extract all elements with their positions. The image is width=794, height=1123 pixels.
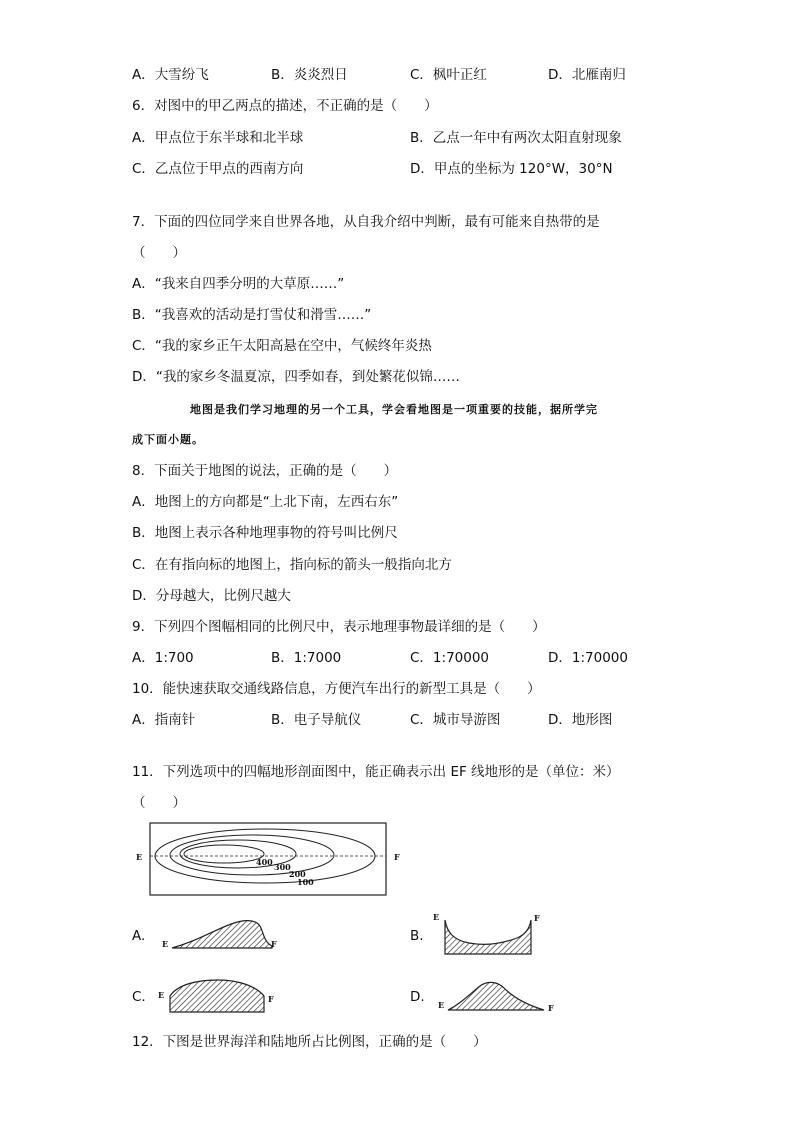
q11-option-c-letter[interactable]: C.	[132, 989, 146, 1005]
q7-option-c[interactable]: C．“我的家乡正午太阳高悬在空中，气候终年炎热	[132, 338, 432, 354]
q6-option-d[interactable]: D．甲点的坐标为 120°W，30°N	[410, 161, 613, 177]
q12-stem: 12．下图是世界海洋和陆地所占比例图，正确的是（ ）	[132, 1034, 487, 1050]
profile-c-label-e: E	[158, 990, 165, 1000]
profile-b-label-f: F	[534, 913, 540, 923]
profile-d[interactable]	[446, 980, 546, 1012]
q11-option-d-letter[interactable]: D.	[410, 989, 425, 1005]
q10-option-d[interactable]: D．地形图	[548, 712, 613, 728]
profile-a-label-f: F	[271, 939, 277, 949]
q5-option-c[interactable]: C．枫叶正红	[410, 67, 487, 83]
q8-option-d[interactable]: D．分母越大，比例尺越大	[132, 588, 291, 604]
contour-200	[170, 835, 334, 875]
q9-option-d[interactable]: D．1:70000	[548, 650, 628, 666]
q5-option-a[interactable]: A．大雪纷飞	[132, 67, 209, 83]
q8-option-c[interactable]: C．在有指向标的地图上，指向标的箭头一般指向北方	[132, 557, 452, 573]
q7-option-b[interactable]: B．“我喜欢的活动是打雪仗和滑雪……”	[132, 307, 372, 323]
q9-option-c[interactable]: C．1:70000	[410, 650, 490, 666]
profile-c-label-f: F	[268, 994, 274, 1004]
contour-label-100: 100	[297, 877, 314, 887]
q10-stem: 10．能快速获取交通线路信息，方便汽车出行的新型工具是（ ）	[132, 681, 541, 697]
q5-option-d[interactable]: D．北雁南归	[548, 67, 626, 83]
map-label-e: E	[136, 852, 143, 862]
profile-c[interactable]	[168, 978, 266, 1014]
intro-line-1: 地图是我们学习地理的另一个工具，学会看地图是一项重要的技能，据所学完	[190, 403, 598, 416]
q6-stem: 6．对图中的甲乙两点的描述，不正确的是（ ）	[132, 98, 438, 114]
profile-a[interactable]	[170, 918, 274, 950]
q9-option-b[interactable]: B．1:7000	[271, 650, 342, 666]
profile-b[interactable]	[443, 918, 533, 956]
profile-d-label-f: F	[548, 1003, 554, 1013]
q11-option-a-letter[interactable]: A.	[132, 928, 146, 944]
q6-option-b[interactable]: B．乙点一年中有两次太阳直射现象	[410, 130, 622, 146]
contour-label-300: 300	[274, 862, 291, 872]
q7-option-d[interactable]: D．“我的家乡冬温夏凉，四季如春，到处繁花似锦……	[132, 369, 460, 385]
contour-label-400: 400	[256, 857, 273, 867]
q9-option-a[interactable]: A．1:700	[132, 650, 194, 666]
profile-a-label-e: E	[162, 939, 169, 949]
q10-option-b[interactable]: B．电子导航仪	[271, 712, 362, 728]
contour-label-200: 200	[289, 869, 306, 879]
contour-400	[184, 845, 264, 863]
q7-stem: 7．下面的四位同学来自世界各地，从自我介绍中判断，最有可能来自热带的是	[132, 214, 600, 230]
q6-option-a[interactable]: A．甲点位于东半球和北半球	[132, 130, 304, 146]
q11-option-b-letter[interactable]: B.	[410, 928, 424, 944]
profile-b-label-e: E	[433, 912, 440, 922]
q10-option-c[interactable]: C．城市导游图	[410, 712, 501, 728]
q7-answer-paren: （ ）	[132, 245, 186, 261]
map-label-f: F	[394, 852, 400, 862]
q11-answer-paren: （ ）	[132, 795, 186, 811]
q10-option-a[interactable]: A．指南针	[132, 712, 196, 728]
q11-stem: 11．下列选项中的四幅地形剖面图中，能正确表示出 EF 线地形的是（单位：米）	[132, 764, 620, 780]
intro-line-2: 成下面小题。	[132, 433, 204, 446]
profile-d-label-e: E	[438, 1000, 445, 1010]
q7-option-a[interactable]: A．“我来自四季分明的大草原……”	[132, 276, 345, 292]
q6-option-c[interactable]: C．乙点位于甲点的西南方向	[132, 161, 304, 177]
q8-option-a[interactable]: A．地图上的方向都是“上北下南，左西右东”	[132, 494, 399, 510]
q9-stem: 9．下列四个图幅相同的比例尺中，表示地理事物最详细的是（ ）	[132, 619, 546, 635]
q5-option-b[interactable]: B．炎炎烈日	[271, 67, 348, 83]
q8-stem: 8．下面关于地图的说法，正确的是（ ）	[132, 463, 398, 479]
q8-option-b[interactable]: B．地图上表示各种地理事物的符号叫比例尺	[132, 525, 398, 541]
